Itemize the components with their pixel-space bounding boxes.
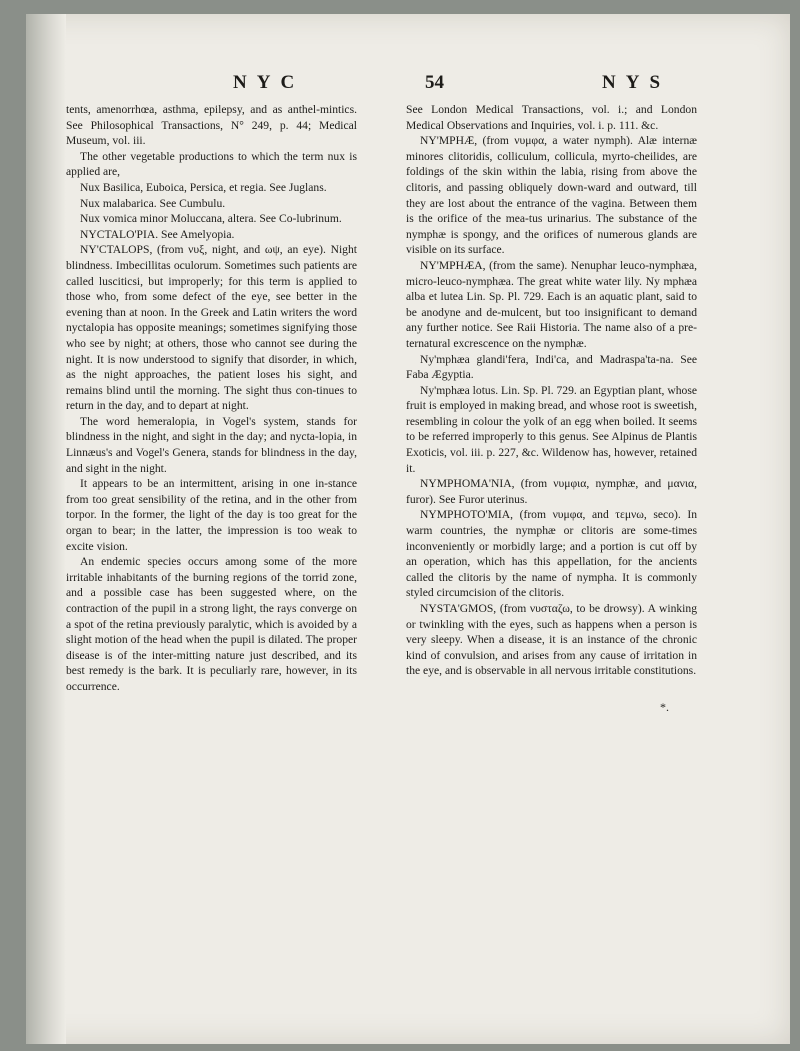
paragraph: Ny'mphæa lotus. Lin. Sp. Pl. 729. an Egyptian plant, whose fruit is employed in making bread, and whose root is sweetish, resembling in colour the yolk of an egg when boiled. It seems to be referred improperly to this genus. See Alpinus de Plantis Exoticis, vol. iii. p. 227, &c. Wildenow has, however, retained it. bbox=[406, 383, 697, 475]
book-page bbox=[26, 14, 790, 1044]
paragraph: NYSTA'GMOS, (from νυσταζω, to be drowsy). A winking or twinkling with the eyes, such as happens when a person is very sleepy. When a disease, it is an instance of the chronic kind of convulsion, and arises from any cause of irritation in the eye, and is observable in all nervous irritable constitutions. bbox=[406, 602, 697, 678]
paragraph: Nux Basilica, Euboica, Persica, et regia. See Juglans. bbox=[80, 180, 327, 194]
paragraph: Nux vomica minor Moluccana, altera. See Co-lubrinum. bbox=[80, 212, 342, 226]
running-header bbox=[26, 72, 790, 98]
paragraph: NY'CTALOPS, (from νυξ, night, and ωψ, an eye). Night blindness. Imbecillitas oculorum. Sometimes such patients are called lusciticsi, but improperly; for this term is applied to those who, from some defect of the eye, see better in the evening than at noon. In the Greek and Latin writers the word nyctalopia has opposite meanings; sometimes signifying those who see by night; at others, those who cannot see during the night. It is now understood to signify that disorder, in which, as the night approaches, the patient loses his sight, and remains blind until the morning. The sight thus con-tinues to return in the day, and to depart at night. bbox=[66, 243, 357, 413]
paragraph: NYMPHOTO'MIA, (from νυμφα, and τεμνω, seco). In warm countries, the nymphæ or clitoris are some-times inconveniently or morbidly large; and a portion is cut off by an operation, which has this appellation, for the ancients called the clitoris by the name of nympha. It is commonly styled circumcision of the clitoris. bbox=[406, 508, 697, 600]
paragraph: tents, amenorrhœa, asthma, epilepsy, and as anthel-mintics. See Philosophical Transactions, N° 249, p. 44; Medical Museum, vol. iii. bbox=[66, 103, 357, 148]
paragraph: NYCTALO'PIA. See Amelyopia. bbox=[80, 227, 235, 241]
header-left-guideword: N Y C bbox=[233, 72, 298, 93]
paragraph: NY'MPHÆ, (from νυμφα, a water nymph). Alæ internæ minores clitoridis, colliculum, collicula, myrto-cheilides, are foldings of the skin within the labia, rising from above the clitoris, and passing obliquely down-ward and outward, till they are lost about the entrance of the vagina. Between them is the orifice of the mea-tus urinarius. The substance of the nymphæ is spongy, and the orifices of numerous glands are visible on its surface. bbox=[406, 134, 697, 257]
page-number: 54 bbox=[425, 72, 444, 93]
paragraph: It appears to be an intermittent, arising in one in-stance from too great sensibility of the retina, and in the other from torpor. In the former, the light of the day is too great for the organ to bear; in the latter, the impression is too weak to excite vision. bbox=[66, 477, 357, 553]
end-ornament: *. bbox=[660, 700, 669, 714]
paragraph: See London Medical Transactions, vol. i.; and London Medical Observations and Inquiries, vol. i. p. 111. &c. bbox=[406, 103, 697, 132]
paragraph: The other vegetable productions to which the term nux is applied are, bbox=[66, 149, 357, 179]
paragraph: NYMPHOMA'NIA, (from νυμφια, nymphæ, and μανια, furor). See Furor uterinus. bbox=[406, 477, 697, 506]
right-column bbox=[406, 102, 697, 679]
paragraph: An endemic species occurs among some of the more irritable inhabitants of the burning regions of the torrid zone, and a possible case has been suggested where, on the contraction of the pupil in a strong light, the rays converge on a spot of the retina previously paralytic, which is avoided by a slight motion of the head when the pupil is dilated. The proper disease is of the inter-mitting nature just described, and its best remedy is the bark. It is peculiarly rare, however, in its occurrence. bbox=[66, 555, 357, 693]
paragraph: NY'MPHÆA, (from the same). Nenuphar leuco-nymphæa, micro-leuco-nymphæa. The great white water lily. Ny mphæa alba et lutea Lin. Sp. Pl. 729. Each is an aquatic plant, said to be anodyne and de-mulcent, but too insignificant to demand any further notice. See Raii Historia. The name also of a pre-ternatural excrescence on the nymphæ. bbox=[406, 258, 697, 350]
header-right-guideword: N Y S bbox=[602, 72, 664, 93]
paragraph: The word hemeralopia, in Vogel's system, stands for blindness in the night, and sight in the day; and nycta-lopia, in Linnæus's and Vogel's Genera, stands for blindness in the day, and sight in the night. bbox=[66, 414, 357, 475]
left-column bbox=[66, 102, 357, 695]
paragraph: Nux malabarica. See Cumbulu. bbox=[80, 196, 226, 210]
page-spine-shadow bbox=[26, 14, 66, 1044]
paragraph: Ny'mphæa glandi'fera, Indi'ca, and Madraspa'ta-na. See Faba Ægyptia. bbox=[406, 352, 697, 382]
